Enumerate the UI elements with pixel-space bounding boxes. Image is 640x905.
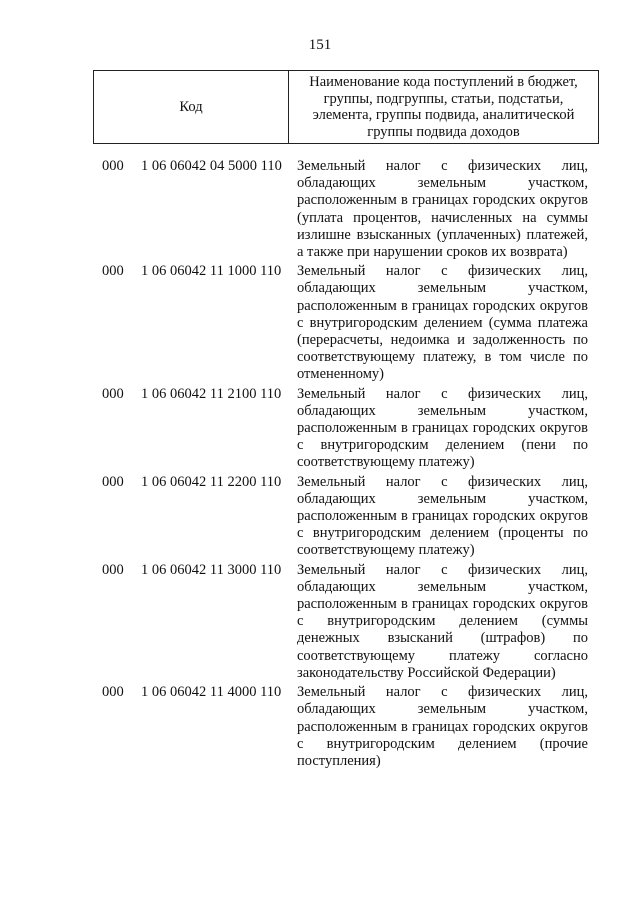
rows-list: [0, 158, 640, 772]
description-line: Земельный налог с физических лиц,: [297, 263, 588, 280]
revenue-description: [297, 263, 588, 383]
description-line: отмененному): [297, 366, 384, 383]
description-line: Земельный налог с физических лиц,: [297, 473, 588, 490]
description-line: Земельный налог с физических лиц,: [297, 385, 588, 402]
page-number: 151: [308, 37, 332, 53]
table-row: [0, 562, 640, 682]
description-line: обладающих земельным участком,: [297, 490, 588, 507]
revenue-description: [297, 684, 588, 770]
revenue-description: [297, 158, 588, 261]
revenue-description: [297, 562, 588, 682]
revenue-code: 1 06 06042 11 2200 110: [141, 473, 282, 490]
description-line: Земельный налог с физических лиц,: [297, 158, 588, 174]
revenue-description: [297, 474, 588, 560]
revenue-code: 1 06 06042 04 5000 110: [141, 158, 282, 174]
description-line: обладающих земельным участком,: [297, 280, 588, 297]
description-line: расположенным в границах городских округов: [297, 297, 588, 314]
revenue-code: 1 06 06042 11 1000 110: [141, 263, 282, 280]
table-header: [93, 70, 599, 144]
table-row: [0, 158, 640, 261]
description-line: поступления): [297, 752, 381, 769]
admin-code: 000: [102, 385, 124, 402]
description-line: обладающих земельным участком,: [297, 402, 588, 419]
description-line: излишне взысканных (уплаченных) платежей,: [297, 226, 588, 243]
table-row: [0, 386, 640, 472]
table-row: [0, 684, 640, 770]
revenue-description: [297, 386, 588, 472]
description-line: с внутригородским делением (прочие: [297, 735, 588, 752]
description-line: денежных взысканий (штрафов) по: [297, 630, 588, 647]
description-line: соответствующему платежу, в том числе по: [297, 349, 588, 366]
description-line: с внутригородским делением (пени по: [297, 437, 588, 454]
description-line: расположенным в границах городских округов: [297, 420, 588, 437]
description-line: законодательству Российской Федерации): [297, 664, 556, 681]
description-line: с внутригородским делением (сумма платежа: [297, 314, 588, 331]
description-line: соответствующему платежу): [297, 454, 475, 471]
description-line: (перерасчеты, недоимка и задолженность по: [297, 332, 588, 349]
revenue-code: 1 06 06042 11 3000 110: [141, 561, 282, 578]
description-line: обладающих земельным участком,: [297, 175, 588, 192]
description-line: обладающих земельным участком,: [297, 701, 588, 718]
description-line: расположенным в границах городских округов: [297, 718, 588, 735]
description-line: соответствующему платежу согласно: [297, 647, 588, 664]
admin-code: 000: [102, 561, 124, 578]
description-line: а также при нарушении сроков их возврата): [297, 244, 568, 261]
description-line: с внутригородским делением (суммы: [297, 613, 588, 630]
revenue-code: 1 06 06042 11 2100 110: [141, 385, 282, 402]
table-row: [0, 474, 640, 560]
description-line: обладающих земельным участком,: [297, 578, 588, 595]
table-row: [0, 263, 640, 383]
header-code-cell: Код: [94, 71, 289, 143]
description-line: Земельный налог с физических лиц,: [297, 684, 588, 701]
admin-code: 000: [102, 684, 124, 701]
admin-code: 000: [102, 158, 124, 174]
header-name-cell: Наименование кода поступлений в бюджет, группы, подгруппы, статьи, подстатьи, элемента, группы подвида, аналитической группы подвида доходов: [309, 74, 578, 140]
revenue-code: 1 06 06042 11 4000 110: [141, 684, 282, 701]
description-line: расположенным в границах городских округов: [297, 596, 588, 613]
description-line: (уплата процентов, начисленных на суммы: [297, 209, 588, 226]
admin-code: 000: [102, 473, 124, 490]
description-line: расположенным в границах городских округов: [297, 508, 588, 525]
description-line: расположенным в границах городских округов: [297, 192, 588, 209]
description-line: Земельный налог с физических лиц,: [297, 561, 588, 578]
description-line: с внутригородским делением (проценты по: [297, 525, 588, 542]
admin-code: 000: [102, 263, 124, 280]
description-line: соответствующему платежу): [297, 542, 475, 559]
